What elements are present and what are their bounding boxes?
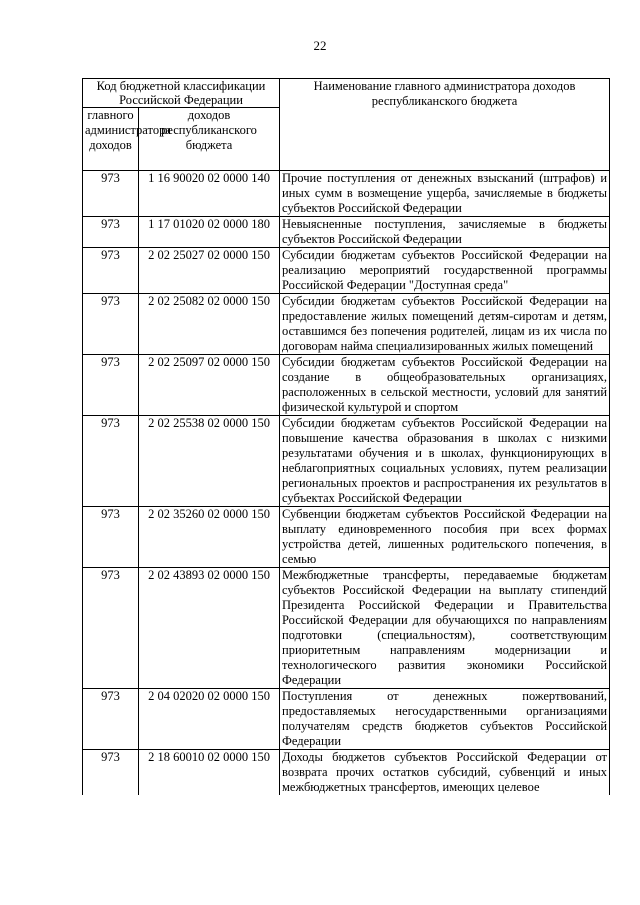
revenue-name-cell: Невыясненные поступления, зачисляемые в бюджеты субъектов Российской Федерации bbox=[280, 217, 610, 248]
admin-code-cell: 973 bbox=[83, 507, 139, 568]
revenue-code-cell: 2 02 43893 02 0000 150 bbox=[139, 568, 280, 689]
revenue-code-cell: 2 02 25538 02 0000 150 bbox=[139, 416, 280, 507]
revenue-name-cell: Субвенции бюджетам субъектов Российской Федерации на выплату единовременного пособия при всех формах устройства детей, лишенных родительского попечения, в семью bbox=[280, 507, 610, 568]
revenue-code-cell: 2 18 60010 02 0000 150 bbox=[139, 750, 280, 796]
admin-code-cell: 973 bbox=[83, 355, 139, 416]
table-row bbox=[83, 689, 610, 750]
admin-code-cell: 973 bbox=[83, 750, 139, 796]
revenue-name-cell: Субсидии бюджетам субъектов Российской Федерации на создание в общеобразовательных организациях, расположенных в сельской местности, условий для занятий физической культурой и спортом bbox=[280, 355, 610, 416]
table-row bbox=[83, 416, 610, 507]
admin-code-cell: 973 bbox=[83, 171, 139, 217]
classification-header: Код бюджетной классификации Российской Федерации bbox=[83, 79, 280, 108]
revenue-administrators-table bbox=[82, 78, 610, 795]
table-row bbox=[83, 248, 610, 294]
table-row bbox=[83, 355, 610, 416]
table-row bbox=[83, 217, 610, 248]
admin-code-cell: 973 bbox=[83, 217, 139, 248]
admin-code-cell: 973 bbox=[83, 568, 139, 689]
revenue-name-cell: Межбюджетные трансферты, передаваемые бюджетам субъектов Российской Федерации на выплату стипендий Президента Российской Федерации и Правительства Российской Федерации для обучающихся по направлениям подготовки (специальностям), соответствующим приоритетным направлениям модернизации и технологического развития экономики Российской Федерации bbox=[280, 568, 610, 689]
chief-administrator-header: главного администратора доходов bbox=[83, 108, 139, 171]
table-row bbox=[83, 171, 610, 217]
revenue-code-cell: 2 02 35260 02 0000 150 bbox=[139, 507, 280, 568]
table-row bbox=[83, 568, 610, 689]
revenue-code-header: доходов республиканского бюджета bbox=[139, 108, 280, 171]
table-row bbox=[83, 750, 610, 796]
table-header-row bbox=[83, 79, 610, 108]
revenue-code-cell: 2 04 02020 02 0000 150 bbox=[139, 689, 280, 750]
revenue-code-cell: 1 16 90020 02 0000 140 bbox=[139, 171, 280, 217]
page-number: 22 bbox=[313, 38, 327, 53]
revenue-name-cell: Субсидии бюджетам субъектов Российской Федерации на предоставление жилых помещений детям-сиротам и детям, оставшимся без попечения родителей, лицам из их числа по договорам найма специализированных жилых помещений bbox=[280, 294, 610, 355]
admin-code-cell: 973 bbox=[83, 689, 139, 750]
revenue-name-cell: Субсидии бюджетам субъектов Российской Федерации на реализацию мероприятий государственной программы Российской Федерации "Доступная среда" bbox=[280, 248, 610, 294]
table-row bbox=[83, 294, 610, 355]
admin-code-cell: 973 bbox=[83, 294, 139, 355]
admin-code-cell: 973 bbox=[83, 248, 139, 294]
table-row bbox=[83, 507, 610, 568]
revenue-code-cell: 2 02 25082 02 0000 150 bbox=[139, 294, 280, 355]
revenue-name-cell: Поступления от денежных пожертвований, предоставляемых негосударственными организациями получателям средств бюджетов субъектов Российской Федерации bbox=[280, 689, 610, 750]
admin-code-cell: 973 bbox=[83, 416, 139, 507]
administrator-name-header: Наименование главного администратора доходов республиканского бюджета bbox=[280, 79, 610, 171]
revenue-code-cell: 2 02 25097 02 0000 150 bbox=[139, 355, 280, 416]
revenue-name-cell: Субсидии бюджетам субъектов Российской Федерации на повышение качества образования в школах с низкими результатами обучения и в школах, функционирующих в неблагоприятных социальных условиях, путем реализации региональных проектов и распространения их результатов в субъектах Российской Федерации bbox=[280, 416, 610, 507]
revenue-code-cell: 1 17 01020 02 0000 180 bbox=[139, 217, 280, 248]
revenue-code-cell: 2 02 25027 02 0000 150 bbox=[139, 248, 280, 294]
revenue-name-cell: Доходы бюджетов субъектов Российской Федерации от возврата прочих остатков субсидий, субвенций и иных межбюджетных трансфертов, имеющих целевое bbox=[280, 750, 610, 796]
revenue-name-cell: Прочие поступления от денежных взысканий (штрафов) и иных сумм в возмещение ущерба, зачисляемые в бюджеты субъектов Российской Федерации bbox=[280, 171, 610, 217]
